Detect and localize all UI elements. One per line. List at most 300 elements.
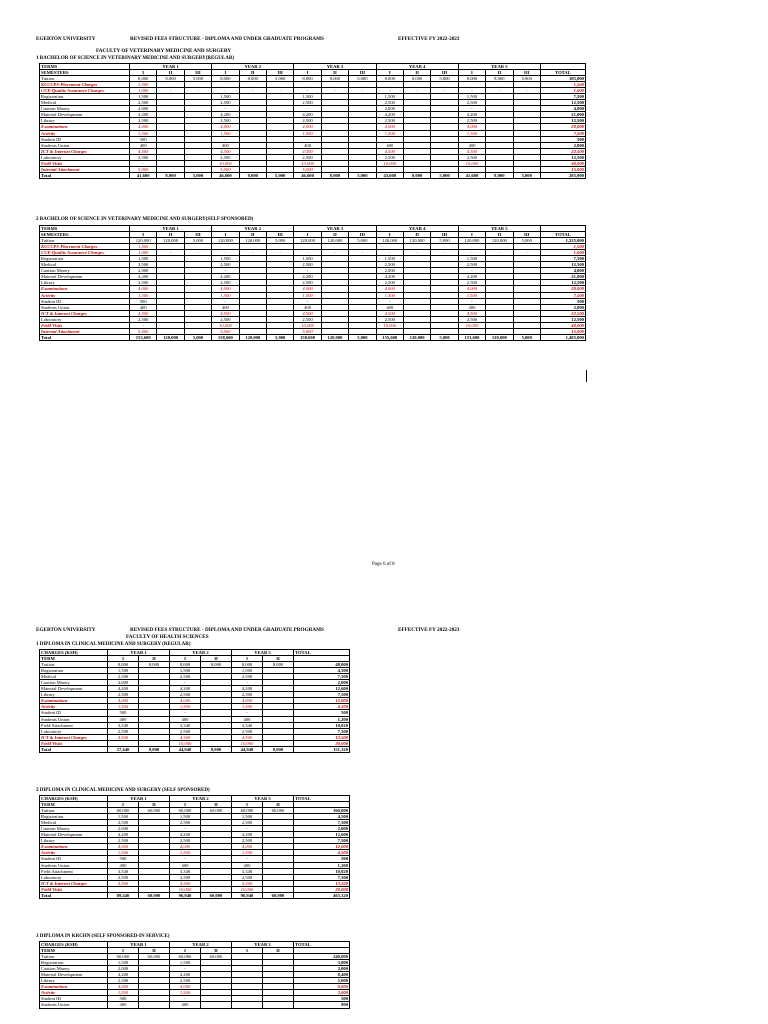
total-cell: 60,000 xyxy=(139,892,170,898)
fee-cell: 2,500 xyxy=(376,118,403,124)
fee-cell: 2,500 xyxy=(458,316,485,322)
fee-cell: 1,500 xyxy=(458,292,485,298)
fee-cell: 2,500 xyxy=(232,728,263,734)
fee-cell: 10,000 xyxy=(212,160,239,166)
term-header: II xyxy=(263,948,294,954)
semester-header: I xyxy=(130,70,157,76)
term-header: I xyxy=(170,948,201,954)
term-header: II xyxy=(263,656,294,662)
charge-label: Material Development xyxy=(40,112,130,118)
fee-cell: 2,500 xyxy=(294,154,321,160)
total-cell: 5,000 xyxy=(513,172,540,178)
total-cell: 151,320 xyxy=(294,746,350,752)
page-edge-line xyxy=(586,370,587,382)
total-cell: 46,600 xyxy=(212,172,239,178)
row-total: 2,000 xyxy=(294,826,350,832)
charge-label: Medical xyxy=(40,674,108,680)
fee-cell: 4,000 xyxy=(458,124,485,130)
total-cell: 153,600 xyxy=(130,334,157,340)
fees-table-clinical-self-sponsored xyxy=(39,795,350,899)
charge-label: Field Visits xyxy=(40,740,108,746)
fee-cell: 2,500 xyxy=(130,262,157,268)
row-total: 8,000 xyxy=(294,984,350,990)
total-cell: 60,000 xyxy=(201,892,232,898)
total-cell: 8,000 xyxy=(486,172,513,178)
fee-cell: 60,000 xyxy=(170,808,201,814)
fee-cell: 2,500 xyxy=(294,280,321,286)
charge-label: Activity xyxy=(40,292,130,298)
fee-cell: 10,000 xyxy=(170,740,201,746)
fee-cell: - xyxy=(431,250,458,256)
fee-cell: 8,000 xyxy=(294,76,321,82)
semester-header: I xyxy=(294,70,321,76)
fee-cell: 10,000 xyxy=(170,886,201,892)
fee-cell xyxy=(232,1002,263,1008)
fee-cell: 5,000 xyxy=(431,76,458,82)
fee-cell: 500 xyxy=(130,136,157,142)
semester-header: I xyxy=(212,232,239,238)
term-header: II xyxy=(139,948,170,954)
fee-cell: 60,000 xyxy=(232,808,263,814)
fee-cell: 1,500 xyxy=(212,292,239,298)
fee-cell: 5,000 xyxy=(130,166,157,172)
fee-cell: 8,000 xyxy=(376,76,403,82)
fee-cell: 2,500 xyxy=(212,280,239,286)
fee-cell: 2,500 xyxy=(170,874,201,880)
row-total: 7,500 xyxy=(294,692,350,698)
fee-cell: 4,500 xyxy=(170,880,201,886)
total-cell: 44,940 xyxy=(170,746,201,752)
fee-cell: 4,000 xyxy=(376,286,403,292)
fee-cell: 10,000 xyxy=(294,322,321,328)
fee-cell: - xyxy=(349,250,376,256)
total-cell: 41,600 xyxy=(130,172,157,178)
fee-cell: 5,000 xyxy=(212,166,239,172)
fees-table-krchn xyxy=(39,941,350,1009)
fee-cell: - xyxy=(184,250,211,256)
fee-cell: 2,000 xyxy=(376,106,403,112)
fee-cell: - xyxy=(170,826,201,832)
fee-cell: 10,000 xyxy=(458,160,485,166)
total-cell: 158,600 xyxy=(294,334,321,340)
fee-cell: 8,000 xyxy=(458,76,485,82)
fee-cell: - xyxy=(431,88,458,94)
fee-cell: 2,000 xyxy=(130,106,157,112)
semester-header: II xyxy=(157,70,184,76)
row-total: 500 xyxy=(294,996,350,1002)
fee-cell: 5,000 xyxy=(266,238,293,244)
charge-label: Activity xyxy=(40,704,108,710)
row-total: 12,600 xyxy=(294,832,350,838)
fee-cell: 8,000 xyxy=(108,662,139,668)
total-row xyxy=(40,334,586,340)
charge-label: Students Union xyxy=(40,862,108,868)
charge-label: Tuition xyxy=(40,662,108,668)
fee-cell: 4,000 xyxy=(170,844,201,850)
fee-cell: 8,000 xyxy=(157,76,184,82)
total-cell: 1,405,000 xyxy=(540,334,585,340)
fee-cell: - xyxy=(212,106,239,112)
fee-cell: 2,000 xyxy=(130,268,157,274)
fee-cell: 2,000 xyxy=(376,268,403,274)
fee-cell: 4,200 xyxy=(108,972,139,978)
fee-cell: 1,500 xyxy=(294,256,321,262)
fee-cell: 2,500 xyxy=(294,118,321,124)
fee-cell: 2,500 xyxy=(376,280,403,286)
fee-cell: 120,000 xyxy=(157,238,184,244)
charge-label: Material Development xyxy=(40,274,130,280)
fee-cell: 2,500 xyxy=(458,100,485,106)
fee-cell: 4,500 xyxy=(108,880,139,886)
fee-cell: - xyxy=(458,88,485,94)
fee-cell: 8,000 xyxy=(139,662,170,668)
fee-cell: 2,500 xyxy=(130,154,157,160)
fee-cell: - xyxy=(486,250,513,256)
fees-table-clinical-regular xyxy=(39,649,350,753)
fee-cell: 400 xyxy=(232,862,263,868)
fee-cell: 2,500 xyxy=(232,820,263,826)
header-cell: TERMS xyxy=(40,226,130,232)
fee-cell: 4,000 xyxy=(108,698,139,704)
charge-label: Medical xyxy=(40,100,130,106)
fee-cell: 10,000 xyxy=(376,160,403,166)
fee-cell: 5,000 xyxy=(294,328,321,334)
fee-cell: - xyxy=(232,710,263,716)
year-header: YEAR 4 xyxy=(376,64,458,70)
fee-cell: 5,000 xyxy=(349,76,376,82)
fee-cell: 2,500 xyxy=(376,154,403,160)
fee-cell: 8,000 xyxy=(212,76,239,82)
total-label: Total xyxy=(40,334,130,340)
fee-cell: - xyxy=(130,160,157,166)
total-cell: 285,000 xyxy=(540,172,585,178)
fee-cell: 400 xyxy=(212,304,239,310)
table-title: 1 DIPLOMA IN CLINICAL MEDICINE AND SURGERY (REGULAR) xyxy=(36,642,191,647)
fee-cell: 5,000 xyxy=(431,238,458,244)
university-name: EGERTON UNIVERSITY xyxy=(36,627,96,633)
row-total: 4,500 xyxy=(294,704,350,710)
row-total: 7,500 xyxy=(540,256,585,262)
fee-cell: 2,500 xyxy=(170,978,201,984)
fee-cell: 4,200 xyxy=(108,832,139,838)
fee-cell: 500 xyxy=(108,710,139,716)
total-cell: 5,000 xyxy=(266,334,293,340)
semester-header: III xyxy=(431,232,458,238)
fee-cell: 4,200 xyxy=(170,686,201,692)
fee-cell: 2,500 xyxy=(232,838,263,844)
fee-cell: - xyxy=(294,268,321,274)
fee-cell: 500 xyxy=(108,856,139,862)
fee-cell: - xyxy=(294,298,321,304)
fee-cell: 400 xyxy=(458,142,485,148)
row-total: 12,500 xyxy=(540,280,585,286)
charge-label: Library xyxy=(40,118,130,124)
fee-cell: 4,000 xyxy=(212,286,239,292)
year-header: YEAR 1 xyxy=(108,942,170,948)
total-row xyxy=(40,172,586,178)
fee-cell: - xyxy=(458,106,485,112)
charge-label: Registration xyxy=(40,256,130,262)
fee-cell: - xyxy=(266,88,293,94)
fee-cell: 3,340 xyxy=(232,722,263,728)
fee-cell: 4,000 xyxy=(108,844,139,850)
charge-label: Registration xyxy=(40,668,108,674)
fee-cell: 5,000 xyxy=(184,76,211,82)
charge-label: Field Visits xyxy=(40,886,108,892)
term-header: II xyxy=(201,656,232,662)
fee-cell: 4,200 xyxy=(294,112,321,118)
fee-cell: - xyxy=(294,136,321,142)
fee-cell: 1,500 xyxy=(130,292,157,298)
semester-header: III xyxy=(184,70,211,76)
charge-label: Field Visits xyxy=(40,322,130,328)
fee-cell: - xyxy=(157,250,184,256)
fee-cell: 4,200 xyxy=(212,112,239,118)
fee-cell: 2,500 xyxy=(170,728,201,734)
fee-cell: 4,500 xyxy=(294,310,321,316)
total-cell: 5,000 xyxy=(431,334,458,340)
charge-label: Material Development xyxy=(40,832,108,838)
fee-cell xyxy=(139,1002,170,1008)
charge-label: CUE-Quality Assurance Charges xyxy=(40,250,130,256)
fee-cell: 10,000 xyxy=(232,740,263,746)
fee-cell: 8,000 xyxy=(201,662,232,668)
fee-cell: 120,000 xyxy=(403,238,430,244)
row-total: 12,500 xyxy=(540,118,585,124)
charge-label: CUE-Quality Assurance Charges xyxy=(40,88,130,94)
fee-cell: 2,000 xyxy=(108,966,139,972)
fee-cell: 5,000 xyxy=(130,328,157,334)
fee-cell: 400 xyxy=(108,1002,139,1008)
fee-cell: 1,500 xyxy=(232,850,263,856)
fee-cell: 2,500 xyxy=(108,820,139,826)
fee-cell: 4,200 xyxy=(130,274,157,280)
fee-cell: 2,500 xyxy=(170,838,201,844)
fee-cell: - xyxy=(232,680,263,686)
fee-cell: 2,500 xyxy=(458,280,485,286)
fee-cell: 1,500 xyxy=(458,256,485,262)
total-row xyxy=(40,746,350,752)
year-header: YEAR 1 xyxy=(130,226,212,232)
row-total: 500 xyxy=(294,856,350,862)
fee-cell: 1,500 xyxy=(232,704,263,710)
charge-label: Tuition xyxy=(40,76,130,82)
fee-cell: - xyxy=(212,298,239,304)
semester-header: II xyxy=(239,232,266,238)
semester-header: II xyxy=(157,232,184,238)
fee-cell: 1,500 xyxy=(130,94,157,100)
total-label: Total xyxy=(40,746,108,752)
charge-label: Examinations xyxy=(40,286,130,292)
term-header: I xyxy=(170,802,201,808)
fee-cell: 60,000 xyxy=(263,808,294,814)
year-header: YEAR 2 xyxy=(170,650,232,656)
fee-cell: 2,500 xyxy=(108,838,139,844)
total-cell: 46,600 xyxy=(294,172,321,178)
row-total: 15,000 xyxy=(540,328,585,334)
fee-cell xyxy=(263,1002,294,1008)
fee-cell: 4,500 xyxy=(232,880,263,886)
fee-cell: 4,000 xyxy=(376,124,403,130)
total-cell: 5,000 xyxy=(184,172,211,178)
document-title: REVISED FEES STRUCTURE - DIPLOMA AND UNDER GRADUATE PROGRAMS xyxy=(130,627,324,633)
charge-label: Registration xyxy=(40,814,108,820)
charge-label: Students Union xyxy=(40,716,108,722)
fee-cell: - xyxy=(170,856,201,862)
charge-label: Material Development xyxy=(40,686,108,692)
fee-cell: 3,340 xyxy=(170,868,201,874)
fee-cell: - xyxy=(239,88,266,94)
university-name: EGERTON UNIVERSITY xyxy=(36,36,96,42)
fee-cell: 4,000 xyxy=(170,984,201,990)
semester-header: TOTAL xyxy=(540,232,585,238)
year-header: YEAR 3 xyxy=(294,64,376,70)
fee-cell: - xyxy=(349,88,376,94)
row-total: 240,000 xyxy=(294,954,350,960)
total-cell: 44,940 xyxy=(232,746,263,752)
fee-cell: 2,500 xyxy=(130,100,157,106)
charge-label: Tuition xyxy=(40,238,130,244)
charge-label: Material Development xyxy=(40,972,108,978)
fee-cell: - xyxy=(321,88,348,94)
fee-cell: 10,000 xyxy=(232,886,263,892)
fee-cell: 1,500 xyxy=(376,292,403,298)
fee-cell: 120,000 xyxy=(458,238,485,244)
charge-label: Students Union xyxy=(40,142,130,148)
charge-label: ICT & Internet Charges xyxy=(40,310,130,316)
total-cell: 96,940 xyxy=(232,892,263,898)
total-cell: 153,600 xyxy=(458,334,485,340)
row-total: 500 xyxy=(294,710,350,716)
row-total: 800 xyxy=(294,1002,350,1008)
total-cell: 120,000 xyxy=(239,334,266,340)
fee-cell: 4,500 xyxy=(108,734,139,740)
charge-label: Examinations xyxy=(40,698,108,704)
row-total: 7,500 xyxy=(294,820,350,826)
fee-cell: 4,000 xyxy=(170,698,201,704)
fiscal-year: EFFECTIVE FY 2022-2023 xyxy=(398,627,460,633)
charge-label: Activity xyxy=(40,850,108,856)
fee-cell: 2,500 xyxy=(294,100,321,106)
fee-cell: 4,000 xyxy=(232,844,263,850)
fee-cell: - xyxy=(458,136,485,142)
fee-cell: 120,000 xyxy=(130,238,157,244)
charge-label: Medical xyxy=(40,262,130,268)
fee-cell: 400 xyxy=(376,142,403,148)
fee-cell: - xyxy=(486,88,513,94)
row-total: 22,500 xyxy=(540,148,585,154)
fee-cell: 2,500 xyxy=(108,674,139,680)
fee-cell: 4,500 xyxy=(232,734,263,740)
charge-label: Student ID xyxy=(40,856,108,862)
row-total: 2,000 xyxy=(540,142,585,148)
fee-cell: 120,000 xyxy=(294,238,321,244)
semester-header: I xyxy=(458,232,485,238)
fee-cell: 2,500 xyxy=(294,262,321,268)
fee-cell: 2,500 xyxy=(212,118,239,124)
charge-label: Caution Money xyxy=(40,826,108,832)
fee-cell xyxy=(201,1002,232,1008)
fee-cell: 5,000 xyxy=(513,76,540,82)
row-total: 2,000 xyxy=(294,966,350,972)
fee-cell: - xyxy=(212,250,239,256)
fee-cell: 2,500 xyxy=(170,692,201,698)
row-total: 3,000 xyxy=(294,960,350,966)
fee-cell: 1,500 xyxy=(108,704,139,710)
fee-cell: 4,200 xyxy=(458,112,485,118)
year-header: YEAR 2 xyxy=(170,942,232,948)
fee-cell: 4,200 xyxy=(108,686,139,692)
row-total: 4,500 xyxy=(294,850,350,856)
row-total: 4,500 xyxy=(294,668,350,674)
fee-cell: 400 xyxy=(108,716,139,722)
total-cell: 120,000 xyxy=(321,334,348,340)
fiscal-year: EFFECTIVE FY 2022-2023 xyxy=(398,36,460,42)
fee-cell: 1,000 xyxy=(130,250,157,256)
row-total: 500 xyxy=(540,136,585,142)
charge-label: Activity xyxy=(40,130,130,136)
fee-cell: 2,500 xyxy=(212,100,239,106)
term-header: II xyxy=(201,802,232,808)
fee-cell: 1,500 xyxy=(170,850,201,856)
row-total: 1,500 xyxy=(540,82,585,88)
total-cell: 8,000 xyxy=(139,746,170,752)
header-cell: CHARGES (KSH) xyxy=(40,650,108,656)
fee-cell: 4,500 xyxy=(294,148,321,154)
header-cell: CHARGES (KSH) xyxy=(40,942,108,948)
total-cell: 37,440 xyxy=(108,746,139,752)
table-title: 1 BACHELOR OF SCIENCE IN VETERINARY MEDICINE AND SURGERY(REGULAR) xyxy=(36,56,235,61)
fee-cell: 2,500 xyxy=(232,674,263,680)
charge-label: Activity xyxy=(40,990,108,996)
charge-label: Internal Attachment xyxy=(40,166,130,172)
fee-cell: - xyxy=(294,88,321,94)
fee-cell: 1,500 xyxy=(458,94,485,100)
fee-cell: 60,000 xyxy=(139,954,170,960)
year-header: YEAR 3 xyxy=(232,650,294,656)
fee-cell: - xyxy=(232,856,263,862)
fee-cell: 10,000 xyxy=(294,160,321,166)
fee-cell: - xyxy=(403,88,430,94)
fee-cell: 2,500 xyxy=(458,154,485,160)
fee-cell: 1,500 xyxy=(376,256,403,262)
fee-cell: 4,500 xyxy=(212,310,239,316)
fee-cell: 1,500 xyxy=(108,668,139,674)
row-total: 21,000 xyxy=(540,274,585,280)
semester-header: III xyxy=(184,232,211,238)
row-total: 4,000 xyxy=(540,268,585,274)
fee-cell: 2,500 xyxy=(458,118,485,124)
row-total: 1,000 xyxy=(540,88,585,94)
fee-cell: 60,000 xyxy=(108,954,139,960)
fee-cell: 4,200 xyxy=(294,274,321,280)
charge-label: Tuition xyxy=(40,808,108,814)
table-row xyxy=(40,1002,350,1008)
charge-label: Internal Attachment xyxy=(40,328,130,334)
total-cell: 120,000 xyxy=(486,334,513,340)
fee-cell: 2,500 xyxy=(108,978,139,984)
charge-label: Library xyxy=(40,978,108,984)
term-header: II xyxy=(263,802,294,808)
charge-label: KUCCPS-Placement Charges xyxy=(40,82,130,88)
semester-header: II xyxy=(403,232,430,238)
semester-header: II xyxy=(321,70,348,76)
fee-cell: 4,000 xyxy=(294,124,321,130)
charge-label: Caution Money xyxy=(40,680,108,686)
term-header: I xyxy=(108,656,139,662)
semester-header: III xyxy=(349,70,376,76)
total-header: TOTAL xyxy=(294,942,350,948)
